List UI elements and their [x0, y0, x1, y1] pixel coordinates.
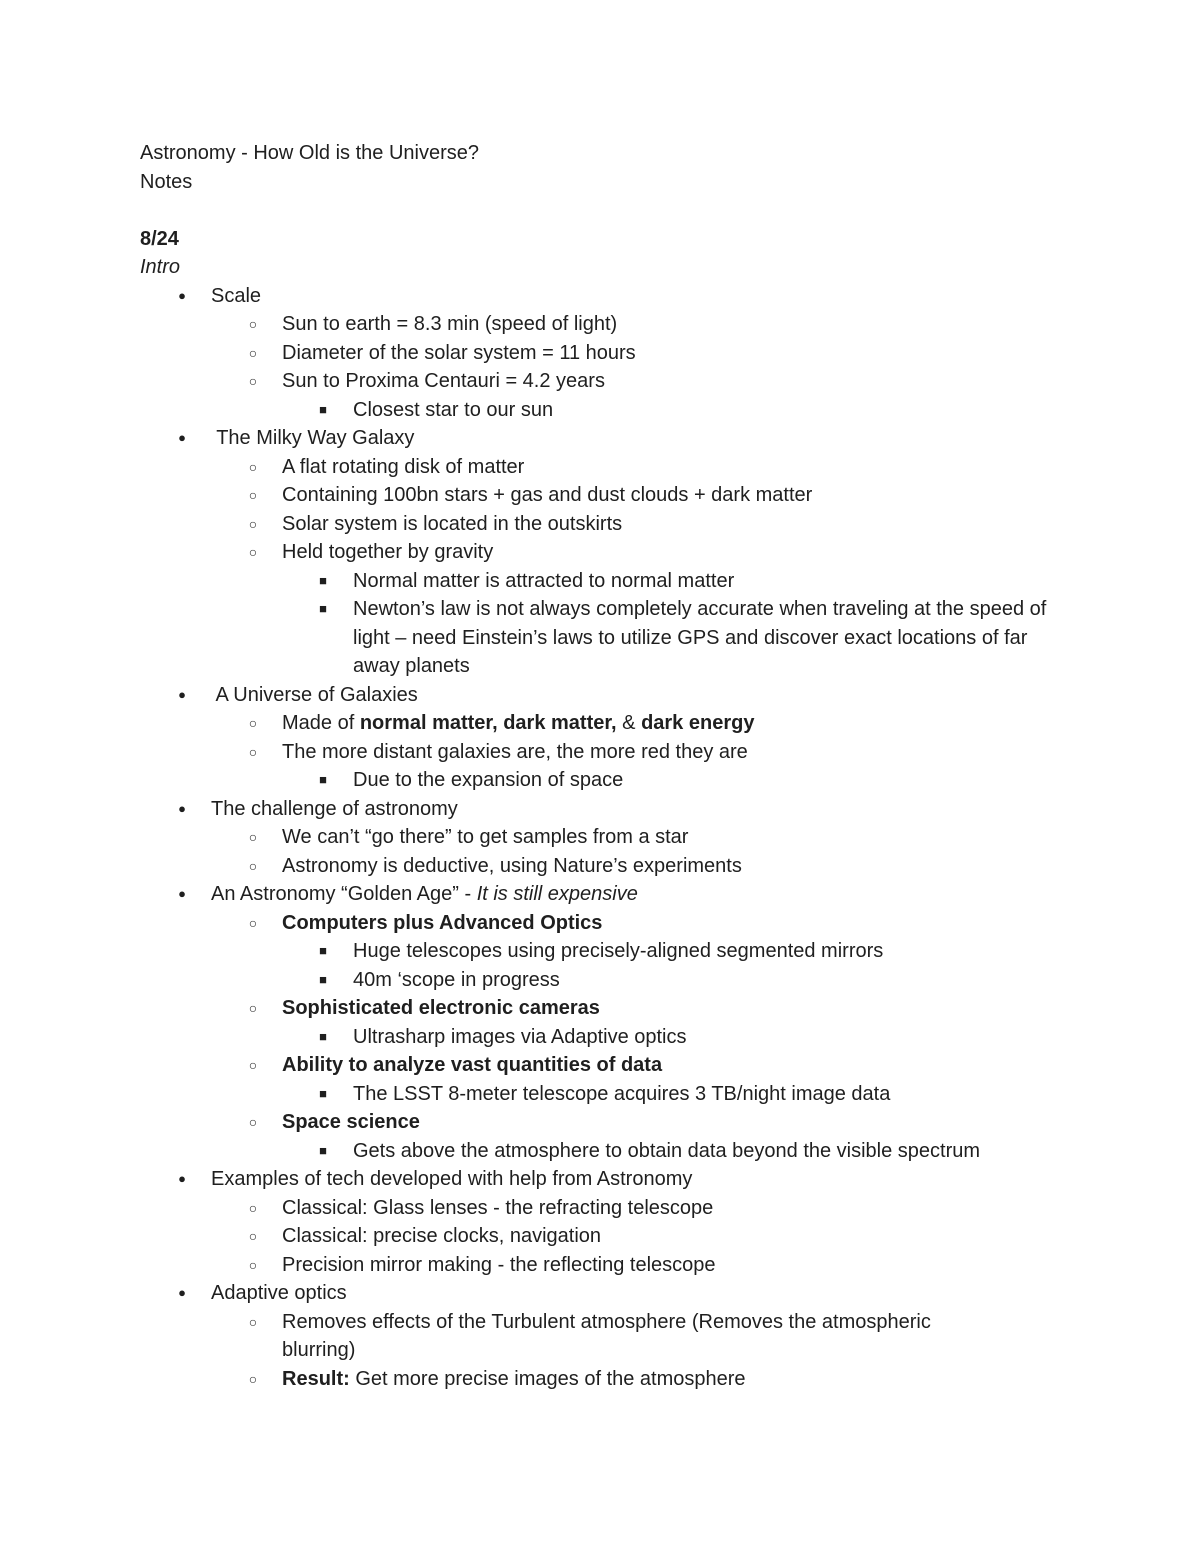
bullet-text	[211, 883, 638, 905]
bullet-text: A Universe of Galaxies	[211, 683, 418, 706]
sub-bullet-text: Solar system is located in the outskirts	[282, 512, 623, 535]
sub-bullet-text: Diameter of the solar system = 11 hours	[282, 341, 636, 364]
sub-bullet-marker: ○	[248, 743, 258, 760]
sub-sub-bullet-text: Ultrasharp images via Adaptive optics	[353, 1025, 687, 1048]
sub-bullet-text	[282, 1368, 746, 1390]
sub-bullet-marker: ○	[248, 1228, 258, 1244]
sub-sub-bullet-text: The LSST 8-meter telescope acquires 3 TB/night image data	[353, 1082, 891, 1105]
bullet-text: The challenge of astronomy	[211, 797, 458, 820]
sub-sub-bullet-marker: ■	[319, 1142, 327, 1158]
sub-bullet-marker: ○	[248, 487, 258, 503]
sub-bullet-marker: ○	[248, 544, 258, 560]
made-of-bold-energy: dark energy	[641, 712, 755, 734]
bullet-adaptive-optics	[140, 1279, 1060, 1308]
sub-bullet	[140, 994, 1060, 1023]
sub-bullet-marker: ○	[248, 344, 258, 361]
sub-bullet-text: Ability to analyze vast quantities of data	[282, 1054, 663, 1076]
sub-bullet	[140, 1051, 1060, 1080]
sub-sub-bullet	[140, 766, 1060, 795]
sub-bullet-marker: ○	[248, 1370, 258, 1387]
sub-bullet-marker: ○	[248, 1057, 258, 1073]
bullet-golden-age	[140, 880, 1060, 909]
sub-bullet	[140, 909, 1060, 938]
document-subtitle: Notes	[140, 170, 193, 193]
result-text: Get more precise images of the atmosphere	[349, 1367, 746, 1390]
made-of-prefix: Made of	[282, 712, 360, 734]
sub-bullet	[140, 709, 1060, 738]
sub-bullet	[140, 453, 1060, 482]
bullet-marker: ●	[178, 1171, 186, 1186]
sub-sub-bullet	[140, 595, 1053, 681]
sub-sub-bullet-marker: ■	[319, 1085, 327, 1101]
sub-sub-bullet	[140, 966, 1060, 995]
bullet-marker: ●	[178, 800, 186, 816]
document-title: Astronomy - How Old is the Universe?	[140, 142, 480, 164]
sub-sub-bullet-marker: ■	[319, 772, 327, 787]
sub-bullet	[140, 510, 1060, 539]
sub-bullet-marker: ○	[248, 316, 258, 332]
sub-sub-bullet-marker: ■	[319, 401, 327, 417]
sub-bullet	[140, 538, 1060, 567]
sub-bullet-marker: ○	[248, 1199, 258, 1216]
sub-sub-bullet-marker: ■	[319, 601, 327, 616]
bullet-scale	[140, 282, 1060, 311]
sub-bullet-text: Sophisticated electronic cameras	[282, 997, 600, 1019]
sub-bullet	[140, 1194, 1060, 1223]
bullet-text: Scale	[211, 284, 262, 307]
sub-sub-bullet-text: Newton’s law is not always completely accurate when traveling at the speed of light – need Einstein’s laws to utilize GPS and discover exact locations of far away planets	[353, 598, 1047, 677]
sub-bullet-text: We can’t “go there” to get samples from a star	[282, 826, 689, 848]
sub-bullet-marker: ○	[248, 1313, 258, 1330]
sub-bullet-text: Removes effects of the Turbulent atmosphere (Removes the atmospheric blurring)	[282, 1310, 931, 1361]
sub-bullet-marker: ○	[248, 1256, 258, 1273]
section-title: Intro	[140, 256, 181, 278]
sub-bullet	[140, 1365, 1060, 1394]
sub-bullet-text: Sun to Proxima Centauri = 4.2 years	[282, 370, 605, 392]
sub-bullet	[140, 738, 1060, 767]
note-date: 8/24	[140, 227, 179, 250]
sub-bullet-marker: ○	[248, 914, 258, 931]
sub-sub-bullet-text: Huge telescopes using precisely-aligned segmented mirrors	[353, 940, 884, 962]
sub-bullet-marker: ○	[248, 829, 258, 845]
sub-bullet	[140, 339, 1060, 368]
sub-bullet-text: The more distant galaxies are, the more red they are	[282, 740, 748, 763]
sub-bullet-marker: ○	[248, 1114, 258, 1130]
sub-bullet-text: A flat rotating disk of matter	[282, 455, 525, 478]
sub-bullet	[140, 1308, 1002, 1365]
bullet-examples	[140, 1165, 1060, 1194]
sub-sub-bullet-text: Due to the expansion of space	[353, 769, 624, 791]
result-label: Result:	[282, 1367, 350, 1390]
sub-sub-bullet-text: Gets above the atmosphere to obtain data beyond the visible spectrum	[353, 1139, 981, 1162]
sub-sub-bullet-marker: ■	[319, 943, 327, 958]
sub-sub-bullet	[140, 1023, 1060, 1052]
sub-bullet-text: Astronomy is deductive, using Nature’s experiments	[282, 854, 742, 877]
sub-sub-bullet-marker: ■	[319, 971, 327, 987]
bullet-marker: ●	[178, 1285, 186, 1300]
sub-sub-bullet	[140, 937, 1060, 966]
sub-bullet	[140, 481, 1060, 510]
sub-sub-bullet-text: Closest star to our sun	[353, 398, 554, 421]
sub-bullet	[140, 310, 1060, 339]
sub-bullet-text: Computers plus Advanced Optics	[282, 911, 603, 934]
sub-bullet	[140, 1251, 1060, 1280]
sub-bullet-marker: ○	[248, 857, 258, 874]
sub-sub-bullet-text: 40m ‘scope in progress	[353, 968, 560, 991]
bullet-marker: ●	[178, 686, 186, 702]
golden-age-italic: It is still expensive	[476, 883, 638, 905]
sub-bullet	[140, 1222, 1060, 1251]
bullet-marker: ●	[178, 430, 186, 445]
sub-bullet-marker: ○	[248, 515, 258, 532]
sub-sub-bullet	[140, 1137, 1060, 1166]
sub-bullet-text: Classical: Glass lenses - the refracting telescope	[282, 1196, 714, 1219]
sub-bullet-text: Precision mirror making - the reflecting telescope	[282, 1253, 716, 1276]
golden-age-label: An Astronomy “Golden Age” -	[211, 883, 477, 905]
sub-bullet-text: Space science	[282, 1111, 420, 1133]
sub-sub-bullet	[140, 567, 1060, 596]
sub-bullet	[140, 1108, 1060, 1137]
sub-sub-bullet-marker: ■	[319, 572, 327, 588]
bullet-marker: ●	[178, 287, 186, 303]
sub-bullet-marker: ○	[248, 1000, 258, 1016]
sub-bullet	[140, 852, 1060, 881]
sub-bullet-marker: ○	[248, 715, 258, 731]
sub-bullet-text	[282, 712, 754, 734]
sub-sub-bullet	[140, 1080, 1060, 1109]
bullet-milky-way	[140, 424, 1060, 453]
sub-bullet-marker: ○	[248, 458, 258, 475]
sub-sub-bullet-text: Normal matter is attracted to normal matter	[353, 569, 735, 592]
blank-line	[140, 196, 1060, 225]
made-of-mid: &	[616, 712, 642, 734]
sub-bullet-text: Held together by gravity	[282, 541, 494, 563]
bullet-text: Adaptive optics	[211, 1282, 347, 1304]
sub-bullet-text: Sun to earth = 8.3 min (speed of light)	[282, 313, 618, 335]
sub-bullet-marker: ○	[248, 373, 258, 389]
document-page	[140, 139, 1060, 1393]
bullet-universe	[140, 681, 1060, 710]
sub-sub-bullet-marker: ■	[319, 1028, 327, 1044]
bullet-text: The Milky Way Galaxy	[211, 427, 415, 449]
sub-bullet	[140, 367, 1060, 396]
bullet-text: Examples of tech developed with help from Astronomy	[211, 1168, 693, 1190]
sub-bullet	[140, 823, 1060, 852]
bullet-challenge	[140, 795, 1060, 824]
sub-bullet-text: Classical: precise clocks, navigation	[282, 1225, 602, 1247]
sub-sub-bullet	[140, 396, 1060, 425]
made-of-bold-matter: normal matter, dark matter,	[359, 712, 617, 734]
sub-bullet-text: Containing 100bn stars + gas and dust clouds + dark matter	[282, 484, 813, 506]
bullet-marker: ●	[178, 886, 186, 901]
